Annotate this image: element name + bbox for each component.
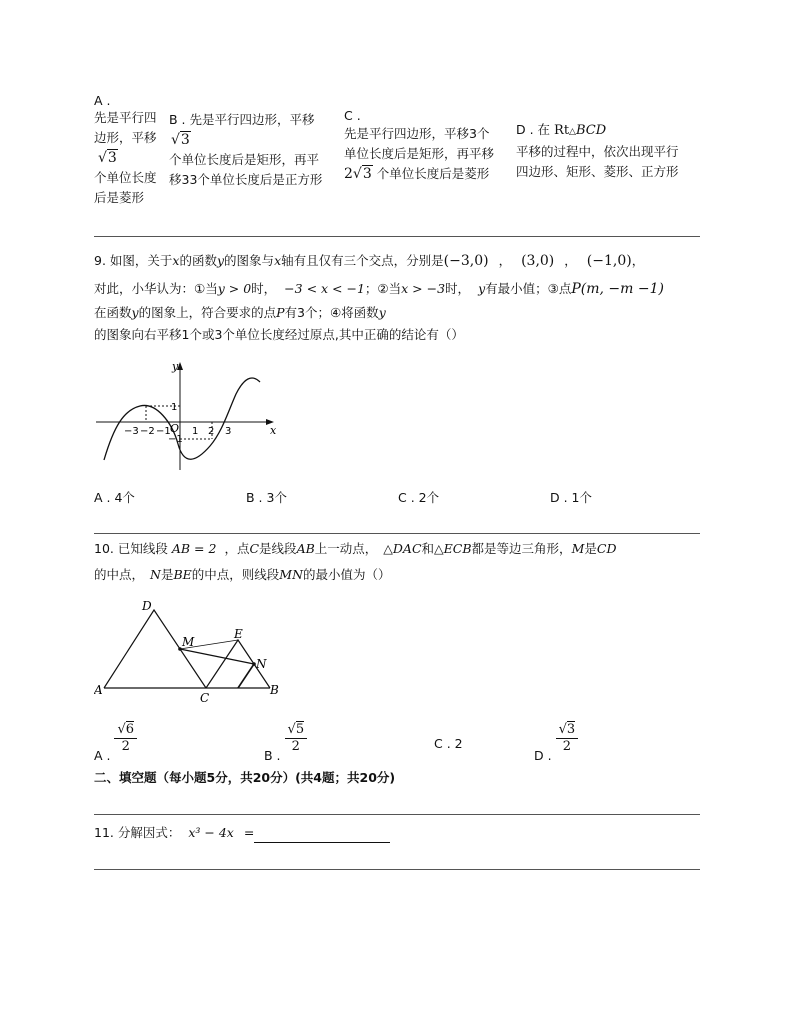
q8-c-letter: C . xyxy=(344,108,361,123)
q10-b-den: 2 xyxy=(291,739,300,754)
label-d: D xyxy=(142,599,152,613)
q9-point-1: (−3,0) xyxy=(443,253,489,269)
q9-t-a: 9. 如图，关于 xyxy=(94,253,173,268)
label-c: C xyxy=(200,691,210,705)
q10-option-a xyxy=(94,722,137,763)
q9-function-graph xyxy=(94,356,284,476)
section-2-title: 二、填空题（每小题5分，共20分）(共4题；共20分) xyxy=(94,770,396,785)
divider-3 xyxy=(94,814,700,815)
tick-3: 3 xyxy=(225,426,232,437)
q8-b-letter: B . 先是平行四边形，平移 xyxy=(169,112,315,127)
q9-l2d: 时， xyxy=(445,281,471,296)
q8-a-line2: 边形，平移 xyxy=(94,130,157,145)
q9-cond-1: y > 0 xyxy=(217,281,252,296)
q8-d-rt: Rt xyxy=(554,123,570,138)
q9-line4: 的图象向右平移1个或3个单位长度经过原点,其中正确的结论有（） xyxy=(94,327,464,342)
q8-d-triangle: △ xyxy=(569,127,576,137)
q10-t8: 的中点， xyxy=(94,567,145,582)
q10-t1: 10. 已知线段 xyxy=(94,541,168,556)
q9-point-3: (−1,0) xyxy=(586,253,632,269)
q9-cond-3: x > −3 xyxy=(401,281,446,296)
q10-var-cd: CD xyxy=(596,541,617,556)
q9-var-y3: y xyxy=(131,305,139,320)
q10-d-fraction: $\frac{√3}{2}$ xyxy=(556,722,579,755)
label-a: A xyxy=(94,683,103,697)
q10-option-b xyxy=(264,722,307,763)
q8-d-line2: 平移的过程中，依次出现平行 xyxy=(516,144,679,159)
tick-yn1: −1 xyxy=(168,434,183,445)
q10-t10: 的中点，则线段 xyxy=(191,567,280,582)
q9-sep-2: ， xyxy=(564,253,577,268)
q8-a-sqrt: √3 xyxy=(98,150,117,166)
tick-n3: −3 xyxy=(124,426,139,437)
segment-mn xyxy=(180,649,254,664)
q8-a-line3: 个单位长度 xyxy=(94,170,157,185)
q10-t4: 上一动点， xyxy=(314,541,378,556)
q9-answer-d: D . 1个 xyxy=(550,490,592,505)
q8-option-d xyxy=(516,120,702,182)
q9-l3a: 在函数 xyxy=(94,305,132,320)
q9-sep-1: ， xyxy=(498,253,512,268)
q8-d-bcd: BCD xyxy=(575,123,607,138)
divider-2 xyxy=(94,533,700,534)
q10-triangle-dac: △DAC xyxy=(383,541,422,556)
label-origin: O xyxy=(170,422,180,435)
q11-expression: x³ − 4x xyxy=(188,825,234,840)
q10-var-c: C xyxy=(249,541,260,556)
q9-line2 xyxy=(94,278,664,300)
tick-y1: 1 xyxy=(171,402,178,413)
label-x: x xyxy=(270,424,277,437)
q10-t6: 都是等边三角形， xyxy=(471,541,572,556)
q10-t5: 和 xyxy=(421,541,435,556)
q10-d-letter: D . xyxy=(534,748,552,763)
q10-line1 xyxy=(94,538,616,560)
q10-t2: ，点 xyxy=(224,541,250,556)
q8-c-line1: 先是平行四边形，平移3个 xyxy=(344,126,490,141)
q9-var-y2: y xyxy=(478,281,486,296)
function-curve xyxy=(104,378,260,460)
q9-point-2: (3,0) xyxy=(521,253,555,269)
q8-option-c xyxy=(344,108,512,184)
q10-var-n: N xyxy=(150,567,161,582)
q8-d-line3: 四边形、矩形、菱形、正方形 xyxy=(516,164,679,179)
q9-l3c: 有3个；④将函数 xyxy=(284,305,379,320)
q8-b-sqrt: √3 xyxy=(171,132,190,148)
label-e: E xyxy=(234,627,243,641)
q11-equals: = xyxy=(243,825,255,840)
q9-var-x2: x xyxy=(274,253,282,268)
q9-l3b: 的图象上，符合要求的点 xyxy=(138,305,277,320)
q8-c-sqrt: √3 xyxy=(352,166,372,182)
q10-t9: 是 xyxy=(160,567,174,582)
q9-var-p: P xyxy=(276,305,285,320)
q8-b-line3: 移33个单位长度后是正方形 xyxy=(169,172,323,187)
q9-t-b: 的函数 xyxy=(179,253,217,268)
label-y: y xyxy=(172,360,179,373)
tick-1: 1 xyxy=(192,426,199,437)
q9-l2b: 时， xyxy=(251,281,277,296)
q8-c-coef: 2 xyxy=(344,166,353,182)
triangle-dac xyxy=(104,610,206,688)
q8-d-letter: D . 在 xyxy=(516,122,551,137)
q8-c-line3-row xyxy=(344,164,512,184)
q9-answer-b: B . 3个 xyxy=(246,490,287,505)
q10-b-fraction: $\frac{√5}{2}$ xyxy=(285,722,308,755)
q8-d-line1 xyxy=(516,120,702,142)
q8-option-a xyxy=(94,94,166,208)
q10-triangle-ecb: △ECB xyxy=(434,541,472,556)
tick-n1: −1 xyxy=(156,426,171,437)
q9-point-p: P(m, −m −1) xyxy=(571,281,664,297)
q10-d-num: 3 xyxy=(566,722,576,737)
q10-t7: 是 xyxy=(584,541,597,556)
q10-option-c: C . 2 xyxy=(434,736,463,751)
q8-a-letter: A . xyxy=(94,93,111,108)
q8-option-b xyxy=(169,110,339,190)
q10-line2 xyxy=(94,564,391,586)
tick-2: 2 xyxy=(208,426,215,437)
label-n: N xyxy=(256,657,267,671)
q9-cond-2: −3 < x < −1 xyxy=(284,281,365,296)
q11-label: 11. 分解因式： xyxy=(94,825,181,840)
q10-var-mn: MN xyxy=(279,567,304,582)
q10-a-num: 6 xyxy=(125,722,135,737)
q9-line1 xyxy=(94,250,644,272)
q10-var-be: BE xyxy=(173,567,192,582)
divider-1 xyxy=(94,236,700,237)
q10-t11: 的最小值为（） xyxy=(303,567,391,582)
q9-t-d: 轴有且仅有三个交点，分别是 xyxy=(281,253,444,268)
q10-var-m: M xyxy=(571,541,585,556)
q10-ab-eq: AB = 2 xyxy=(171,541,217,556)
q9-var-y4: y xyxy=(378,305,386,320)
q9-l2c: ；②当 xyxy=(364,281,402,296)
q9-line3 xyxy=(94,302,386,324)
q10-a-fraction: $\frac{√6}{2}$ xyxy=(114,722,137,755)
q9-t-c: 的图象与 xyxy=(224,253,275,268)
q10-triangle-figure xyxy=(94,596,294,708)
q10-d-den: 2 xyxy=(562,739,571,754)
q8-c-line3: 个单位长度后是菱形 xyxy=(376,166,490,181)
q9-l2a: 对此，小华认为：①当 xyxy=(94,281,218,296)
tick-n2: −2 xyxy=(140,426,155,437)
q9-var-y1: y xyxy=(216,253,225,268)
q10-b-num: 5 xyxy=(295,722,305,737)
q11-line xyxy=(94,823,390,843)
q10-var-ab: AB xyxy=(296,541,315,556)
q8-a-line1: 先是平行四 xyxy=(94,110,157,125)
q9-l2e: 有最小值；③点 xyxy=(485,281,572,296)
q11-answer-blank[interactable] xyxy=(254,828,390,843)
label-m: M xyxy=(182,635,195,649)
q9-answer-a: A . 4个 xyxy=(94,490,135,505)
q9-sep-3: ， xyxy=(631,253,645,268)
q8-c-line2: 单位长度后是矩形，再平移 xyxy=(344,146,495,161)
label-b: B xyxy=(270,683,279,697)
divider-4 xyxy=(94,869,700,870)
q10-a-letter: A . xyxy=(94,748,111,763)
q10-option-d xyxy=(534,722,578,763)
q10-t3: 是线段 xyxy=(259,541,297,556)
q10-a-den: 2 xyxy=(121,739,130,754)
q10-b-letter: B . xyxy=(264,748,281,763)
q9-var-x1: x xyxy=(172,253,180,268)
q8-a-line4: 后是菱形 xyxy=(94,190,145,205)
q8-b-line2: 个单位长度后是矩形，再平 xyxy=(169,152,320,167)
q9-answer-c: C . 2个 xyxy=(398,490,440,505)
segment-n-base xyxy=(238,664,254,688)
